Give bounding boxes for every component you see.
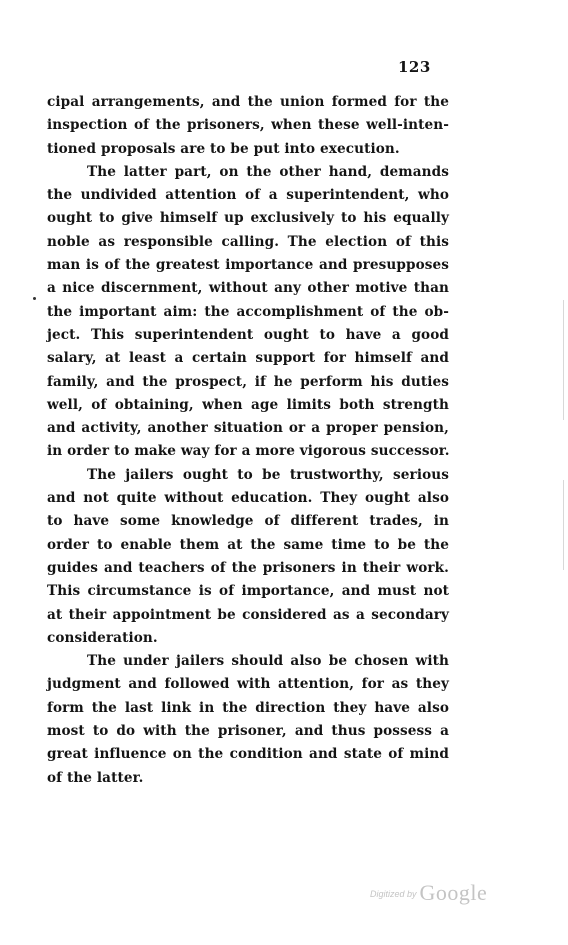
scan-edge-line (563, 300, 564, 420)
text-line: consideration. (47, 629, 158, 646)
text-line: family, and the prospect, if he perform his duties (47, 373, 449, 390)
text-line: of the latter. (47, 769, 144, 786)
text-line: ought to give himself up exclusively to his equally (47, 210, 449, 227)
text-line: and activity, another situation or a proper pension, (47, 420, 449, 437)
text-line: in order to make way for a more vigorous successor. (47, 443, 450, 460)
text-line: great influence on the condition and state of mind (47, 746, 449, 763)
text-line: The latter part, on the other hand, demands (87, 163, 449, 180)
text-line: judgment and followed with attention, for as they (47, 676, 449, 693)
text-line: guides and teachers of the prisoners in their work. (47, 559, 449, 576)
text-line: and not quite without education. They ought also (47, 490, 449, 507)
watermark-prefix: Digitized by (370, 889, 417, 899)
page-number: 123 (398, 58, 431, 76)
watermark-brand: Google (419, 880, 488, 905)
body-text (47, 91, 449, 790)
text-line: This circumstance is of importance, and must not (47, 583, 449, 600)
text-line: most to do with the prisoner, and thus possess a (47, 723, 449, 740)
text-line: tioned proposals are to be put into execution. (47, 140, 400, 157)
text-line: cipal arrangements, and the union formed for the (47, 94, 449, 110)
text-line: well, of obtaining, when age limits both strength (47, 396, 449, 413)
text-line: salary, at least a certain support for himself and (47, 350, 449, 367)
scan-edge-line (563, 480, 564, 570)
text-line: The under jailers should also be chosen with (87, 653, 449, 670)
text-line: ject. This superintendent ought to have a good (47, 326, 449, 343)
text-line: man is of the greatest importance and presupposes (47, 257, 449, 274)
text-line: the important aim: the accomplishment of the ob- (47, 303, 449, 320)
text-line: The jailers ought to be trustworthy, serious (87, 466, 449, 483)
text-line: a nice discernment, without any other motive than (47, 280, 449, 297)
digitized-watermark (370, 880, 487, 906)
text-line: to have some knowledge of different trades, in (47, 513, 449, 530)
text-line: at their appointment be considered as a secondary (47, 606, 449, 623)
text-line: order to enable them at the same time to be the (47, 536, 449, 553)
text-line: form the last link in the direction they have also (47, 699, 449, 716)
scan-speck (33, 297, 36, 300)
text-line: the undivided attention of a superintendent, who (47, 187, 449, 204)
text-line: noble as responsible calling. The election of this (47, 233, 449, 250)
text-line: inspection of the prisoners, when these well-inten- (47, 117, 449, 134)
